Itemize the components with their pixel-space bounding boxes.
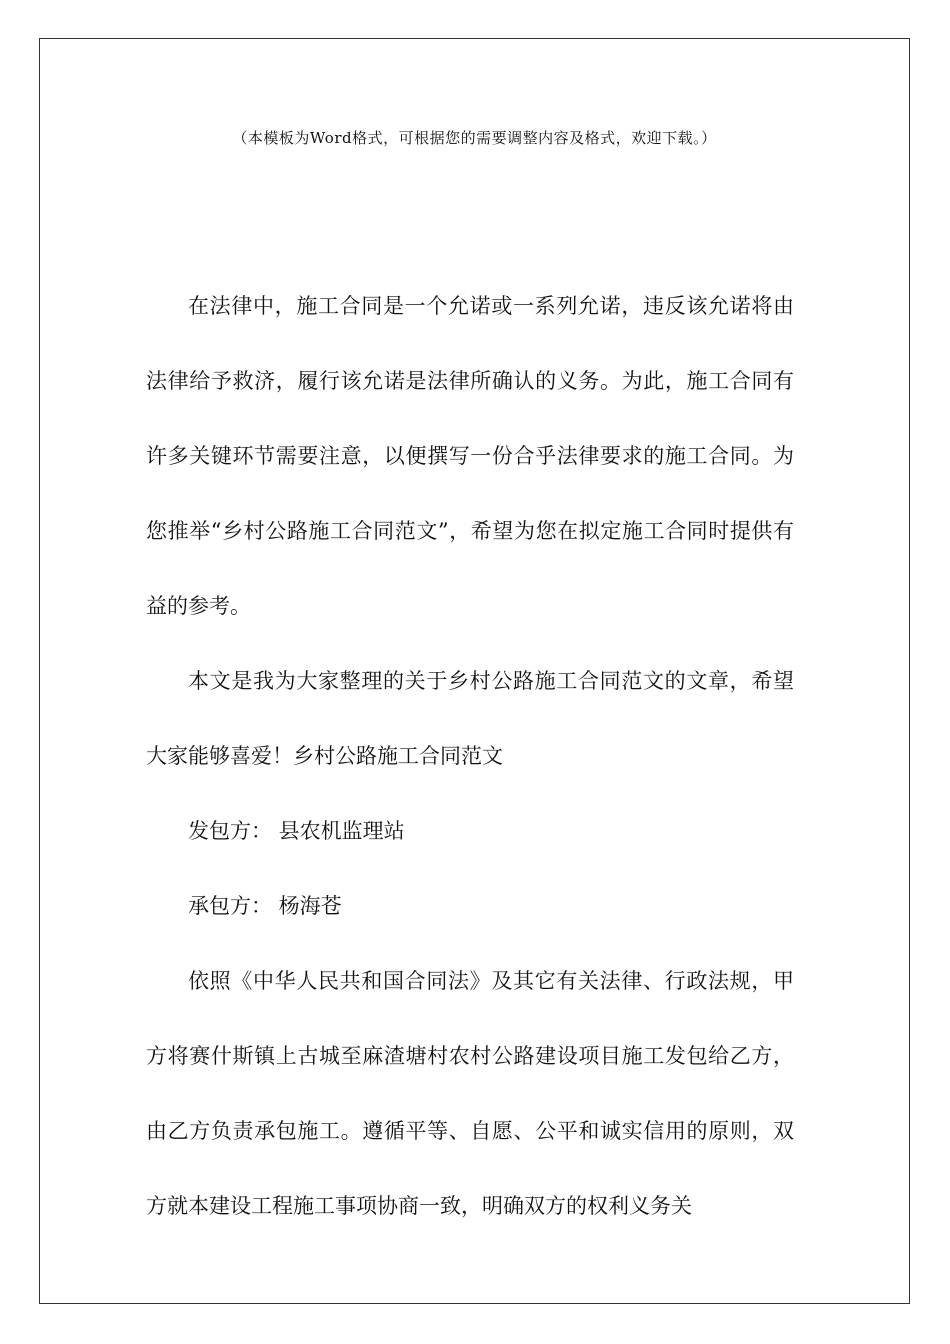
document-body [146,269,794,1244]
paragraph-summary: 本文是我为大家整理的关于乡村公路施工合同范文的文章，希望大家能够喜爱！乡村公路施工合同范文 [146,669,794,768]
paragraph-intro: 在法律中，施工合同是一个允诺或一系列允诺，违反该允诺将由法律给予救济，履行该允诺是法律所确认的义务。为此，施工合同有许多关键环节需要注意，以便撰写一份合乎法律要求的施工合同。为您推举“乡村公路施工合同范文”，希望为您在拟定施工合同时提供有益的参考。 [146,294,794,618]
paragraph-employer: 发包方： 县农机监理站 [188,819,405,843]
template-note: （本模板为Word格式，可根据您的需要调整内容及格式，欢迎下载。） [232,129,717,147]
paragraph-basis: 依照《中华人民共和国合同法》及其它有关法律、行政法规，甲方将赛什斯镇上古城至麻渣塘村农村公路建设项目施工发包给乙方，由乙方负责承包施工。遵循平等、自愿、公平和诚实信用的原则，双方就本建设工程施工事项协商一致，明确双方的权利义务关 [146,969,794,1218]
paragraph-contractor: 承包方： 杨海苍 [188,894,342,918]
document-page [39,38,910,1304]
